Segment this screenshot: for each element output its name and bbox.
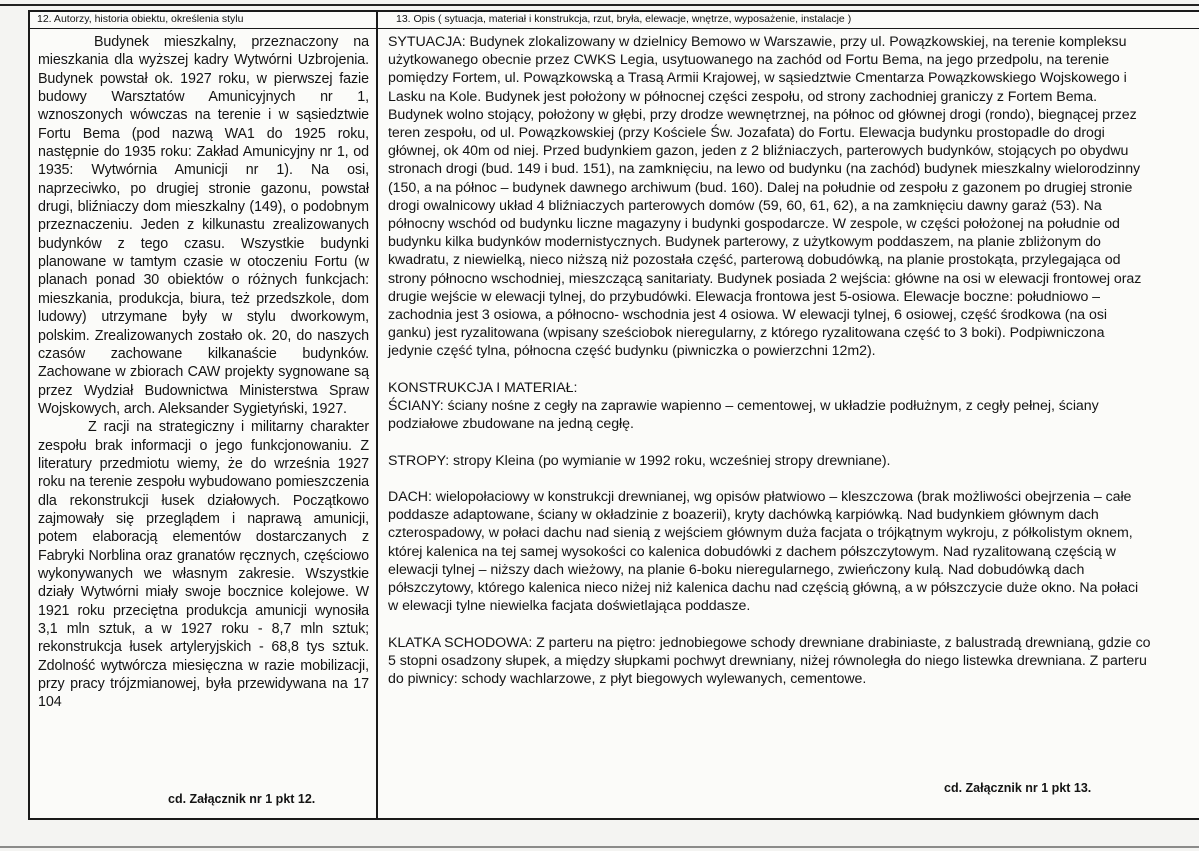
continuation-note-12: cd. Załącznik nr 1 pkt 12. xyxy=(168,792,316,806)
section-12-header: 12. Autorzy, historia obiektu, określenia stylu xyxy=(30,10,376,29)
history-paragraph-2: Z racji na strategiczny i militarny charakter zespołu brak informacji o jego funkcjonowaniu. Z literatury przedmiotu wiemy, że do września 1927 roku na terenie zespołu wybudowano pomieszczenia dla rekonstrukcji łusek działowych. Początkowo zajmowały się przeglądem i naprawą amunicji, potem elaboracją elementów dostarczanych z Fabryki Norblina oraz granatów ręcznych, częściowo wykonywanych we własnym zakresie. Wszystkie działy Wytwórni miały swoje bocznice kolejowe. W 1921 roku przeciętna produkcja amunicji wynosiła 3,1 mln sztuk, a w 1927 roku - 8,7 mln sztuk; rekonstrukcja łusek artyleryjskich - 68,8 tys sztuk. Zdolność wytwórcza miesięczna w razie mobilizacji, przy pracy trójzmianowej, była przewidywana na 17 104 xyxy=(38,419,369,711)
klatka-paragraph: KLATKA SCHODOWA: Z parteru na piętro: jednobiegowe schody drewniane drabiniaste, z balustradą drewnianą, gdzie co 5 stopni osadzony słupek, a między słupkami pochwyt drewniany, niżej równoległa do niego listewka drewniana. Z parteru do piwnicy: schody wachlarzowe, z płyt biegowych wylewanych, cementowe. xyxy=(388,634,1151,688)
dach-paragraph: DACH: wielopołaciowy w konstrukcji drewnianej, wg opisów płatwiowo – kleszczowa (brak możliwości obejrzenia – całe poddasze adaptowane, ściany w okładzinie z boazerii), kryty dachówką karpiówką. Nad budynkiem głównym dach czterospadowy, w połaci dachu nad sienią z wejściem głównym duża facjata o trójkątnym wykroju, z półkolistym oknem, której kalenica na tej samej wysokości co kalenica dobudówki z dachem półszczytowym. Nad ryzalitowaną częścią w elewacji tylnej – niższy dach wieżowy, na planie 6-boku nieregularnego, zwieńczony kulą. Nad dobudówką dach półszczytowy, którego kalenica nieco niżej niż kalenica dachu nad częścią główną, a w półszczycie duże okno. Na połaci w elewacji tylne niewielka facjata doświetlająca poddasze. xyxy=(388,489,1139,615)
stropy-paragraph: STROPY: stropy Kleina (po wymianie w 1992 roku, wcześniej stropy drewniane). xyxy=(388,452,891,469)
column-divider xyxy=(376,10,378,820)
sytuacja-paragraph: SYTUACJA: Budynek zlokalizowany w dzielnicy Bemowo w Warszawie, przy ul. Powązkowskiej, na terenie kompleksu użytkowanego obecnie przez CWKS Legia, usytuowanego na zachód od Fortu Bema, na jego przedpolu, na terenie pomiędzy Fortem, ul. Powązkowską a Trasą Armii Krajowej, w sąsiedztwie Cmentarza Powązkowskiego Wojskowego i Lasku na Kole. Budynek jest położony w północnej części zespołu, od strony zachodniej graniczy z Fortem Bema. Budynek wolno stojący, położony w głębi, przy drodze wewnętrznej, na północ od głównej drogi (rondo), biegnącej przez teren zespołu, od ul. Powązkowskiej (przy Kościele Św. Jozafata) do Fortu. Elewacja budynku prostopadle do drogi głównej, ok 40m od niej. Przed budynkiem gazon, jeden z 2 bliźniaczych, parterowych budynków, stojących po obydwu stronach drogi (bud. 149 i bud. 151), na zamknięciu, na lewo od budynku (na zachód) budynek mieszkalny wielorodzinny (150, a na północ – budynek dawnego archiwum (bud. 160). Dalej na południe od zespołu z gazonem po drugiej stronie drogi owalnicowy układ 4 bliźniaczych parterowych domów (59, 60, 61, 62), a na zamknięciu dawny garaż (53). Na północny wschód od budynku liczne magazyny i budynki gospodarcze. W zespole, w części położonej na południe od budynku kilka budynków modernistycznych. Budynek parterowy, z użytkowym poddaszem, na planie zbliżonym do kwadratu, z niewielką, nieco niższą niż pozostała część, parterową dobudówką, na planie prostokąta, przylegająca od strony północno wschodniej, mieszczącą sanitariaty. Budynek posiada 2 wejścia: główne na osi w elewacji frontowej oraz drugie wejście w elewacji tylnej, do przybudówki. Elewacja frontowa jest 5-osiowa. Elewacje boczne: południowo – zachodnia jest 3 osiowa, a północno- wschodnia jest 4 osiowa. W elewacji tylnej, 6 osiowej, część środkowa (na osi ganku) jest ryzalitowana (wpisany sześciobok nieregularny, z którego ryzalitowana część to 3 boki). Podpiwniczona jedynie część tylna, północna część budynku (piwniczka o powierzchni 12m2). xyxy=(388,34,1142,360)
top-rule xyxy=(0,4,1199,6)
sciany-paragraph: ŚCIANY: ściany nośne z cegły na zaprawie wapienno – cementowej, w układzie podłużnym, z cegły pełnej, ściany podziałowe zbudowane na jedną cegłę. xyxy=(388,398,1099,433)
description-column xyxy=(388,33,1152,688)
continuation-note-13: cd. Załącznik nr 1 pkt 13. xyxy=(944,781,1092,795)
bottom-rule xyxy=(0,846,1199,848)
konstrukcja-heading: KONSTRUKCJA I MATERIAŁ: xyxy=(388,379,578,396)
history-column xyxy=(38,33,369,712)
section-13-header: 13. Opis ( sytuacja, materiał i konstrukcja, rzut, bryła, elewacje, wnętrze, wyposażenie, instalacje ) xyxy=(378,10,1199,29)
history-paragraph-1: Budynek mieszkalny, przeznaczony na mieszkania dla wyższej kadry Wytwórni Uzbrojenia. Budynek powstał ok. 1927 roku, w pierwszej fazie budowy Warsztatów Amunicyjnych nr 1, wznoszonych wówczas na terenie i w sąsiedztwie Fortu Bema (pod nazwą WA1 do 1925 roku, następnie do 1935 roku: Zakład Amunicyjny nr 1, od 1935: Wytwórnia Amunicji nr 1). Na osi, naprzeciwko, po drugiej stronie gazonu, powstał drugi, bliźniaczy dom mieszkalny (149), o podobnym przeznaczeniu. Jeden z kilkunastu zrealizowanych budynków z tego czasu. Wszystkie budynki planowane w tamtym czasie w otoczeniu Fortu (w planach ponad 30 obiektów o różnych funkcjach: mieszkania, produkcja, biura, też przedszkole, dom ludowy) utrzymane były w stylu dworkowym, polskim. Zrealizowanych zostało ok. 20, do naszych czasów zachowane kilkanaście budynków. Zachowane w zbiorach CAW projekty sygnowane są przez Wydział Budownictwa Ministerstwa Spraw Wojskowych, arch. Aleksander Sygietyński, 1927. xyxy=(38,34,369,417)
